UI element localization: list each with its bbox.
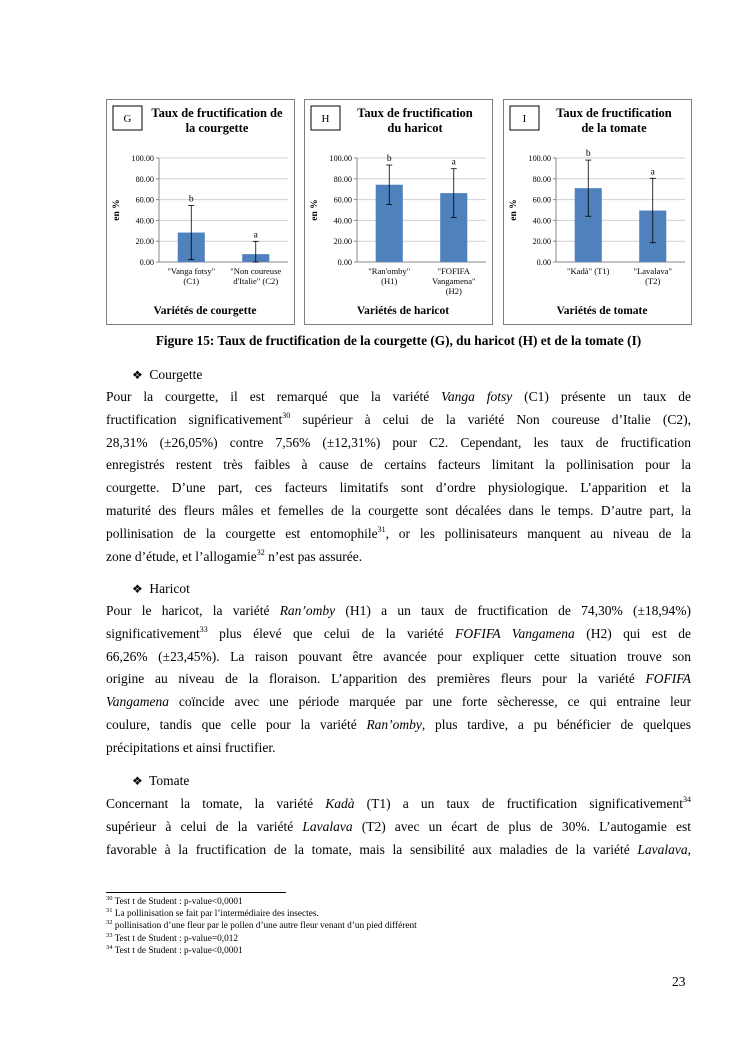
page-number: 23 [672,974,686,989]
section-heading [132,581,190,597]
footnote [106,943,243,956]
y-tick-label: 100.00 [528,154,551,163]
x-axis-label: Variétés de tomate [556,305,648,317]
y-tick-label: 20.00 [135,237,154,247]
text-line: coulure, tandis que celle pour la variété Ran’omby, plus tardive, a pu bénéficier de quelques [106,716,691,732]
footnote-rule [106,892,286,893]
chart-i [504,100,693,326]
significance-letter: b [585,149,591,160]
significance-letter: a [253,230,258,241]
y-tick-label: 40.00 [135,216,154,226]
x-tick-label: "FOFIFA [437,266,470,276]
y-tick-label: 80.00 [532,174,551,184]
x-tick-label: d'Italie" (C2) [233,276,279,286]
y-axis-label: en % [310,199,320,221]
x-tick-label: (H2) [445,286,462,296]
significance-letter: b [386,154,392,165]
x-tick-label: "Lavalava" [633,266,673,276]
y-tick-label: 0.00 [139,258,154,267]
text-line: 28,31% (±26,05%) contre 7,56% (±12,31%) pour C2. Cependant, les taux de fructification [106,434,691,450]
section-heading-text: Courgette [146,367,203,382]
x-tick-label: (C1) [183,276,200,286]
y-tick-label: 20.00 [333,237,352,247]
paragraph [106,793,691,861]
bullet-icon: ❖ [132,582,143,596]
text-line: maturité des fleurs mâles et femelles de la courgette sont décalées dans le temps. D’autre part, la [106,502,691,518]
chart-g [107,100,296,326]
footnote-number: 30 [106,895,113,902]
text-line: origine au niveau de la floraison. L’apparition des premières fleurs pour la variété FOFIFA [106,671,691,687]
y-tick-label: 0.00 [536,258,551,267]
text-line: zone d’étude, et l’allogamie$^{32}$ n’est pas assurée. [106,547,363,564]
text-line: Pour la courgette, il est remarqué que la variété Vanga fotsy (C1) présente un taux de [106,389,691,404]
panel-label: I [522,113,527,125]
section-heading-text: Tomate [146,773,190,788]
panel-label: G [123,113,132,125]
text-line: courgette. D’une part, ces facteurs limitatifs sont d’ordre physiologique. L’apparition et la [106,480,691,496]
x-tick-label: "Kadà" (T1) [566,266,610,276]
x-tick-label: "Non coureuse [230,266,282,276]
chart-title-line: du haricot [387,121,443,135]
section-heading [132,367,202,383]
footnote-text: pollinisation d’une fleur par le pollen d’une autre fleur venant d’un pied différent [112,921,417,932]
y-tick-label: 0.00 [337,258,352,267]
footnote-text: Test t de Student : p-value<0,0001 [112,945,243,956]
footnote-number: 31 [106,907,113,915]
significance-letter: a [451,157,456,168]
x-tick-label: Vangamena" [431,276,476,286]
y-tick-label: 60.00 [532,195,551,205]
x-axis-label: Variétés de haricot [356,305,450,317]
text-line: significativement$^{33}$ plus élevé que celui de la variété FOFIFA Vangamena (H2) qui est de [106,624,691,641]
significance-letter: b [188,194,194,205]
footnote-ref: 32 [256,547,265,557]
text-line: Vangamena coïncide avec une période marquée par une forte sècheresse, ce qui entraine leur [106,694,691,710]
paragraph [106,386,691,568]
chart-title-line: Taux de fructification de [151,106,283,120]
footnote [106,931,239,944]
footnote-number: 34 [106,943,113,951]
y-tick-label: 20.00 [532,237,551,247]
bullet-icon: ❖ [132,774,143,788]
footnote-ref: 33 [199,624,208,634]
y-tick-label: 80.00 [135,174,154,184]
chart-title-line: Taux de fructification [556,106,672,120]
footnote-ref: 31 [377,524,386,534]
y-tick-label: 100.00 [131,154,154,163]
footnote-text: La pollinisation se fait par l’intermédiaire des insectes. [112,909,319,920]
text-line: 66,26% (±23,45%). La raison pouvant être avancée pour expliquer cette situation trouve son [106,648,691,664]
footnote-number: 32 [106,919,113,927]
text-line: favorable à la fructification de la tomate, mais la sensibilité aux maladies de la variété Lavalava, [106,841,691,857]
footnote-text: Test t de Student : p-value<0,0001 [112,897,243,907]
footnote [106,921,417,931]
footnote-ref: 34 [683,795,691,804]
footnote [106,897,243,907]
text-line: supérieur à celui de la variété Lavalava (T2) avec un écart de plus de 30%. L’autogamie est [106,818,691,834]
chart-title-line: Taux de fructification [357,106,473,120]
significance-letter: a [650,167,655,178]
footnote-ref: 30 [282,410,291,420]
chart-title-line: la courgette [185,121,249,135]
section-heading-text: Haricot [146,581,190,596]
y-tick-label: 60.00 [333,195,352,205]
x-tick-label: "Ran'omby" [368,266,411,276]
figure-caption: Figure 15: Taux de fructification de la courgette (G), du haricot (H) et de la tomate (I) [155,333,642,348]
section-heading [132,773,189,789]
y-axis-label: en % [509,199,519,221]
paragraph [106,600,691,760]
y-tick-label: 60.00 [135,195,154,205]
footnote-text: Test t de Student : p-value=0,012 [112,933,239,944]
footnote-number: 33 [106,931,113,939]
y-tick-label: 40.00 [333,216,352,226]
footnote [106,909,319,919]
text-line: fructification significativement$^{30}$ supérieur à celui de la variété Non coureuse d’Italie (C2), [106,410,691,427]
chart-panel-h [304,99,493,325]
bullet-icon: ❖ [132,368,143,382]
x-axis-label: Variétés de courgette [153,305,257,317]
panel-label: H [321,113,330,125]
chart-title-line: de la tomate [581,121,647,135]
chart-h [305,100,494,326]
chart-panel-i [503,99,692,325]
text-line: pollinisation de la courgette est entomophile$^{31}$, or les pollinisateurs manquent au niveau de la [106,524,691,541]
y-tick-label: 80.00 [333,174,352,184]
text-line: Concernant la tomate, la variété Kadà (T1) a un taux de fructification significativement$^{34}$ [106,795,691,811]
chart-panel-g [106,99,295,325]
x-tick-label: "Vanga fotsy" [167,266,216,276]
y-axis-label: en % [112,199,122,221]
text-line: précipitations et ainsi fructifier. [106,739,276,755]
x-tick-label: (H1) [381,276,398,286]
y-tick-label: 100.00 [329,154,352,163]
x-tick-label: (T2) [645,276,661,286]
y-tick-label: 40.00 [532,216,551,226]
text-line: enregistrés restent très faibles à cause de certains facteurs limitant la pollinisation pour la [106,457,691,473]
text-line: Pour le haricot, la variété Ran’omby (H1) a un taux de fructification de 74,30% (±18,94%) [106,603,691,618]
